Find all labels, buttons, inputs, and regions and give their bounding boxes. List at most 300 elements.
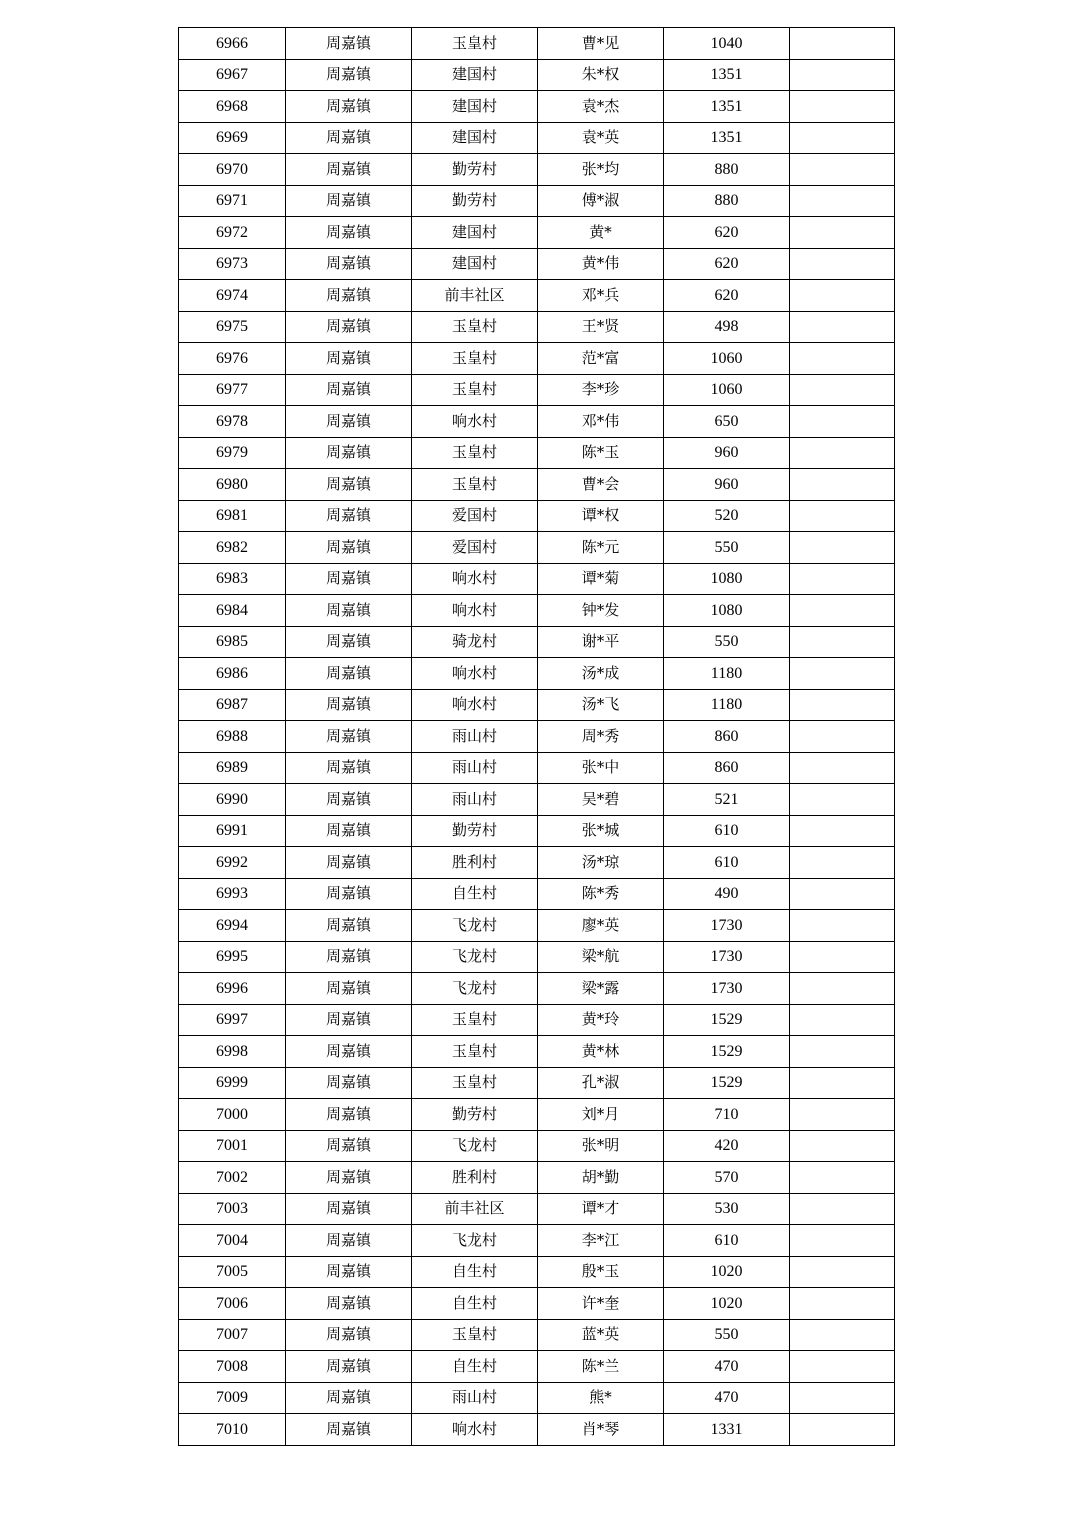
town-cell: 周嘉镇 <box>286 59 412 91</box>
village-cell: 响水村 <box>412 563 538 595</box>
town-cell: 周嘉镇 <box>286 595 412 627</box>
amount-cell: 880 <box>664 185 790 217</box>
amount-cell: 1351 <box>664 91 790 123</box>
remark-cell <box>790 185 895 217</box>
table-row <box>179 626 895 658</box>
name-cell: 黄*林 <box>538 1036 664 1068</box>
name-cell: 吴*碧 <box>538 784 664 816</box>
name-cell: 朱*权 <box>538 59 664 91</box>
remark-cell <box>790 532 895 564</box>
name-cell: 陈*兰 <box>538 1351 664 1383</box>
table-row <box>179 595 895 627</box>
remark-cell <box>790 343 895 375</box>
village-cell: 胜利村 <box>412 847 538 879</box>
table-row <box>179 563 895 595</box>
serial-number-cell: 6981 <box>179 500 286 532</box>
town-cell: 周嘉镇 <box>286 1193 412 1225</box>
table-row <box>179 185 895 217</box>
name-cell: 周*秀 <box>538 721 664 753</box>
table-row <box>179 280 895 312</box>
village-cell: 飞龙村 <box>412 941 538 973</box>
table-row <box>179 311 895 343</box>
table-row <box>179 500 895 532</box>
amount-cell: 550 <box>664 532 790 564</box>
table-row <box>179 1099 895 1131</box>
amount-cell: 498 <box>664 311 790 343</box>
town-cell: 周嘉镇 <box>286 469 412 501</box>
amount-cell: 1060 <box>664 374 790 406</box>
table-row <box>179 973 895 1005</box>
serial-number-cell: 6972 <box>179 217 286 249</box>
table-row <box>179 374 895 406</box>
town-cell: 周嘉镇 <box>286 1130 412 1162</box>
village-cell: 前丰社区 <box>412 1193 538 1225</box>
amount-cell: 620 <box>664 217 790 249</box>
serial-number-cell: 6985 <box>179 626 286 658</box>
village-cell: 响水村 <box>412 658 538 690</box>
remark-cell <box>790 1193 895 1225</box>
name-cell: 黄* <box>538 217 664 249</box>
table-row <box>179 1256 895 1288</box>
amount-cell: 420 <box>664 1130 790 1162</box>
amount-cell: 550 <box>664 626 790 658</box>
serial-number-cell: 7001 <box>179 1130 286 1162</box>
town-cell: 周嘉镇 <box>286 1319 412 1351</box>
name-cell: 谢*平 <box>538 626 664 658</box>
remark-cell <box>790 217 895 249</box>
remark-cell <box>790 721 895 753</box>
village-cell: 玉皇村 <box>412 1319 538 1351</box>
table-row <box>179 1130 895 1162</box>
amount-cell: 1080 <box>664 563 790 595</box>
serial-number-cell: 6966 <box>179 28 286 60</box>
name-cell: 钟*发 <box>538 595 664 627</box>
amount-cell: 1529 <box>664 1067 790 1099</box>
amount-cell: 960 <box>664 469 790 501</box>
table-row <box>179 406 895 438</box>
table-row <box>179 1414 895 1446</box>
table-row <box>179 248 895 280</box>
serial-number-cell: 6973 <box>179 248 286 280</box>
serial-number-cell: 7009 <box>179 1382 286 1414</box>
village-cell: 爱国村 <box>412 500 538 532</box>
remark-cell <box>790 1256 895 1288</box>
town-cell: 周嘉镇 <box>286 910 412 942</box>
amount-cell: 1020 <box>664 1256 790 1288</box>
village-cell: 自生村 <box>412 1256 538 1288</box>
remark-cell <box>790 1099 895 1131</box>
remark-cell <box>790 311 895 343</box>
data-table <box>178 27 895 1446</box>
name-cell: 邓*兵 <box>538 280 664 312</box>
table-row <box>179 1036 895 1068</box>
town-cell: 周嘉镇 <box>286 1382 412 1414</box>
amount-cell: 1180 <box>664 658 790 690</box>
serial-number-cell: 6995 <box>179 941 286 973</box>
serial-number-cell: 6994 <box>179 910 286 942</box>
remark-cell <box>790 595 895 627</box>
amount-cell: 520 <box>664 500 790 532</box>
town-cell: 周嘉镇 <box>286 815 412 847</box>
remark-cell <box>790 1162 895 1194</box>
serial-number-cell: 7007 <box>179 1319 286 1351</box>
serial-number-cell: 6979 <box>179 437 286 469</box>
amount-cell: 1040 <box>664 28 790 60</box>
town-cell: 周嘉镇 <box>286 311 412 343</box>
town-cell: 周嘉镇 <box>286 752 412 784</box>
amount-cell: 860 <box>664 721 790 753</box>
table-row <box>179 910 895 942</box>
amount-cell: 650 <box>664 406 790 438</box>
table-row <box>179 122 895 154</box>
amount-cell: 470 <box>664 1382 790 1414</box>
remark-cell <box>790 1225 895 1257</box>
village-cell: 玉皇村 <box>412 1004 538 1036</box>
serial-number-cell: 6974 <box>179 280 286 312</box>
town-cell: 周嘉镇 <box>286 973 412 1005</box>
town-cell: 周嘉镇 <box>286 185 412 217</box>
town-cell: 周嘉镇 <box>286 1351 412 1383</box>
town-cell: 周嘉镇 <box>286 437 412 469</box>
amount-cell: 1730 <box>664 941 790 973</box>
name-cell: 曹*见 <box>538 28 664 60</box>
table-row <box>179 1162 895 1194</box>
table-row <box>179 1193 895 1225</box>
village-cell: 勤劳村 <box>412 815 538 847</box>
remark-cell <box>790 910 895 942</box>
remark-cell <box>790 437 895 469</box>
name-cell: 汤*成 <box>538 658 664 690</box>
village-cell: 玉皇村 <box>412 1036 538 1068</box>
table-row <box>179 941 895 973</box>
serial-number-cell: 6984 <box>179 595 286 627</box>
name-cell: 熊* <box>538 1382 664 1414</box>
amount-cell: 1060 <box>664 343 790 375</box>
serial-number-cell: 6986 <box>179 658 286 690</box>
village-cell: 响水村 <box>412 406 538 438</box>
serial-number-cell: 6970 <box>179 154 286 186</box>
table-row <box>179 847 895 879</box>
serial-number-cell: 6998 <box>179 1036 286 1068</box>
amount-cell: 1351 <box>664 122 790 154</box>
name-cell: 李*珍 <box>538 374 664 406</box>
serial-number-cell: 6990 <box>179 784 286 816</box>
town-cell: 周嘉镇 <box>286 689 412 721</box>
town-cell: 周嘉镇 <box>286 343 412 375</box>
table-row <box>179 815 895 847</box>
village-cell: 自生村 <box>412 1288 538 1320</box>
village-cell: 建国村 <box>412 59 538 91</box>
name-cell: 范*富 <box>538 343 664 375</box>
village-cell: 雨山村 <box>412 721 538 753</box>
name-cell: 袁*英 <box>538 122 664 154</box>
amount-cell: 960 <box>664 437 790 469</box>
name-cell: 梁*露 <box>538 973 664 1005</box>
village-cell: 飞龙村 <box>412 910 538 942</box>
table-row <box>179 1004 895 1036</box>
serial-number-cell: 6971 <box>179 185 286 217</box>
remark-cell <box>790 154 895 186</box>
remark-cell <box>790 406 895 438</box>
town-cell: 周嘉镇 <box>286 406 412 438</box>
remark-cell <box>790 847 895 879</box>
name-cell: 汤*飞 <box>538 689 664 721</box>
name-cell: 曹*会 <box>538 469 664 501</box>
town-cell: 周嘉镇 <box>286 1036 412 1068</box>
village-cell: 勤劳村 <box>412 1099 538 1131</box>
table-row <box>179 154 895 186</box>
name-cell: 袁*杰 <box>538 91 664 123</box>
serial-number-cell: 6996 <box>179 973 286 1005</box>
village-cell: 建国村 <box>412 122 538 154</box>
serial-number-cell: 6977 <box>179 374 286 406</box>
village-cell: 自生村 <box>412 878 538 910</box>
serial-number-cell: 6978 <box>179 406 286 438</box>
amount-cell: 710 <box>664 1099 790 1131</box>
town-cell: 周嘉镇 <box>286 563 412 595</box>
remark-cell <box>790 689 895 721</box>
amount-cell: 860 <box>664 752 790 784</box>
amount-cell: 1730 <box>664 910 790 942</box>
remark-cell <box>790 941 895 973</box>
town-cell: 周嘉镇 <box>286 1225 412 1257</box>
town-cell: 周嘉镇 <box>286 500 412 532</box>
table-row <box>179 1382 895 1414</box>
table-row <box>179 1225 895 1257</box>
name-cell: 肖*琴 <box>538 1414 664 1446</box>
serial-number-cell: 7005 <box>179 1256 286 1288</box>
serial-number-cell: 6989 <box>179 752 286 784</box>
town-cell: 周嘉镇 <box>286 1414 412 1446</box>
table-row <box>179 1351 895 1383</box>
town-cell: 周嘉镇 <box>286 91 412 123</box>
name-cell: 蓝*英 <box>538 1319 664 1351</box>
name-cell: 孔*淑 <box>538 1067 664 1099</box>
table-row <box>179 469 895 501</box>
amount-cell: 490 <box>664 878 790 910</box>
town-cell: 周嘉镇 <box>286 847 412 879</box>
table-row <box>179 1319 895 1351</box>
serial-number-cell: 6968 <box>179 91 286 123</box>
name-cell: 谭*才 <box>538 1193 664 1225</box>
town-cell: 周嘉镇 <box>286 941 412 973</box>
remark-cell <box>790 1130 895 1162</box>
village-cell: 玉皇村 <box>412 343 538 375</box>
table-row <box>179 784 895 816</box>
village-cell: 勤劳村 <box>412 185 538 217</box>
town-cell: 周嘉镇 <box>286 280 412 312</box>
amount-cell: 1020 <box>664 1288 790 1320</box>
table-row <box>179 658 895 690</box>
name-cell: 张*中 <box>538 752 664 784</box>
village-cell: 骑龙村 <box>412 626 538 658</box>
remark-cell <box>790 59 895 91</box>
town-cell: 周嘉镇 <box>286 154 412 186</box>
serial-number-cell: 6969 <box>179 122 286 154</box>
name-cell: 殷*玉 <box>538 1256 664 1288</box>
village-cell: 玉皇村 <box>412 28 538 60</box>
town-cell: 周嘉镇 <box>286 1067 412 1099</box>
name-cell: 谭*权 <box>538 500 664 532</box>
name-cell: 陈*秀 <box>538 878 664 910</box>
remark-cell <box>790 1414 895 1446</box>
village-cell: 雨山村 <box>412 752 538 784</box>
table-row <box>179 343 895 375</box>
town-cell: 周嘉镇 <box>286 122 412 154</box>
remark-cell <box>790 1351 895 1383</box>
serial-number-cell: 6983 <box>179 563 286 595</box>
table-row <box>179 752 895 784</box>
amount-cell: 1730 <box>664 973 790 1005</box>
name-cell: 邓*伟 <box>538 406 664 438</box>
village-cell: 响水村 <box>412 595 538 627</box>
amount-cell: 610 <box>664 1225 790 1257</box>
village-cell: 前丰社区 <box>412 280 538 312</box>
remark-cell <box>790 1382 895 1414</box>
village-cell: 胜利村 <box>412 1162 538 1194</box>
serial-number-cell: 6980 <box>179 469 286 501</box>
town-cell: 周嘉镇 <box>286 532 412 564</box>
town-cell: 周嘉镇 <box>286 217 412 249</box>
table-row <box>179 878 895 910</box>
serial-number-cell: 6997 <box>179 1004 286 1036</box>
table-row <box>179 1288 895 1320</box>
name-cell: 黄*玲 <box>538 1004 664 1036</box>
village-cell: 玉皇村 <box>412 374 538 406</box>
name-cell: 张*城 <box>538 815 664 847</box>
amount-cell: 550 <box>664 1319 790 1351</box>
remark-cell <box>790 815 895 847</box>
table-row <box>179 217 895 249</box>
table-row <box>179 721 895 753</box>
village-cell: 飞龙村 <box>412 973 538 1005</box>
table-row <box>179 59 895 91</box>
remark-cell <box>790 1004 895 1036</box>
amount-cell: 880 <box>664 154 790 186</box>
remark-cell <box>790 248 895 280</box>
village-cell: 飞龙村 <box>412 1130 538 1162</box>
name-cell: 张*均 <box>538 154 664 186</box>
remark-cell <box>790 28 895 60</box>
town-cell: 周嘉镇 <box>286 1256 412 1288</box>
table-row <box>179 689 895 721</box>
serial-number-cell: 7004 <box>179 1225 286 1257</box>
town-cell: 周嘉镇 <box>286 248 412 280</box>
remark-cell <box>790 1288 895 1320</box>
amount-cell: 1080 <box>664 595 790 627</box>
village-cell: 玉皇村 <box>412 1067 538 1099</box>
town-cell: 周嘉镇 <box>286 784 412 816</box>
table-row <box>179 532 895 564</box>
amount-cell: 1351 <box>664 59 790 91</box>
amount-cell: 1331 <box>664 1414 790 1446</box>
remark-cell <box>790 626 895 658</box>
name-cell: 许*奎 <box>538 1288 664 1320</box>
town-cell: 周嘉镇 <box>286 28 412 60</box>
remark-cell <box>790 563 895 595</box>
name-cell: 刘*月 <box>538 1099 664 1131</box>
remark-cell <box>790 469 895 501</box>
village-cell: 玉皇村 <box>412 311 538 343</box>
village-cell: 响水村 <box>412 689 538 721</box>
serial-number-cell: 6988 <box>179 721 286 753</box>
remark-cell <box>790 1067 895 1099</box>
town-cell: 周嘉镇 <box>286 1162 412 1194</box>
table-row <box>179 1067 895 1099</box>
amount-cell: 620 <box>664 248 790 280</box>
village-cell: 建国村 <box>412 91 538 123</box>
serial-number-cell: 7002 <box>179 1162 286 1194</box>
village-cell: 飞龙村 <box>412 1225 538 1257</box>
remark-cell <box>790 280 895 312</box>
amount-cell: 1529 <box>664 1004 790 1036</box>
remark-cell <box>790 752 895 784</box>
village-cell: 爱国村 <box>412 532 538 564</box>
remark-cell <box>790 1319 895 1351</box>
serial-number-cell: 6999 <box>179 1067 286 1099</box>
amount-cell: 530 <box>664 1193 790 1225</box>
table-row <box>179 437 895 469</box>
town-cell: 周嘉镇 <box>286 626 412 658</box>
remark-cell <box>790 878 895 910</box>
name-cell: 梁*航 <box>538 941 664 973</box>
serial-number-cell: 6992 <box>179 847 286 879</box>
name-cell: 陈*元 <box>538 532 664 564</box>
town-cell: 周嘉镇 <box>286 374 412 406</box>
village-cell: 雨山村 <box>412 1382 538 1414</box>
name-cell: 李*江 <box>538 1225 664 1257</box>
serial-number-cell: 6975 <box>179 311 286 343</box>
village-cell: 建国村 <box>412 248 538 280</box>
name-cell: 廖*英 <box>538 910 664 942</box>
amount-cell: 1529 <box>664 1036 790 1068</box>
town-cell: 周嘉镇 <box>286 878 412 910</box>
name-cell: 胡*勤 <box>538 1162 664 1194</box>
serial-number-cell: 7006 <box>179 1288 286 1320</box>
name-cell: 谭*菊 <box>538 563 664 595</box>
serial-number-cell: 7010 <box>179 1414 286 1446</box>
village-cell: 玉皇村 <box>412 469 538 501</box>
amount-cell: 470 <box>664 1351 790 1383</box>
town-cell: 周嘉镇 <box>286 1004 412 1036</box>
amount-cell: 610 <box>664 815 790 847</box>
remark-cell <box>790 784 895 816</box>
remark-cell <box>790 122 895 154</box>
table-row <box>179 28 895 60</box>
serial-number-cell: 7000 <box>179 1099 286 1131</box>
village-cell: 勤劳村 <box>412 154 538 186</box>
amount-cell: 1180 <box>664 689 790 721</box>
remark-cell <box>790 500 895 532</box>
name-cell: 黄*伟 <box>538 248 664 280</box>
serial-number-cell: 7003 <box>179 1193 286 1225</box>
village-cell: 响水村 <box>412 1414 538 1446</box>
village-cell: 建国村 <box>412 217 538 249</box>
amount-cell: 521 <box>664 784 790 816</box>
name-cell: 张*明 <box>538 1130 664 1162</box>
table-row <box>179 91 895 123</box>
remark-cell <box>790 973 895 1005</box>
village-cell: 玉皇村 <box>412 437 538 469</box>
village-cell: 自生村 <box>412 1351 538 1383</box>
town-cell: 周嘉镇 <box>286 658 412 690</box>
name-cell: 王*贤 <box>538 311 664 343</box>
remark-cell <box>790 658 895 690</box>
name-cell: 傅*淑 <box>538 185 664 217</box>
remark-cell <box>790 1036 895 1068</box>
name-cell: 陈*玉 <box>538 437 664 469</box>
serial-number-cell: 6967 <box>179 59 286 91</box>
